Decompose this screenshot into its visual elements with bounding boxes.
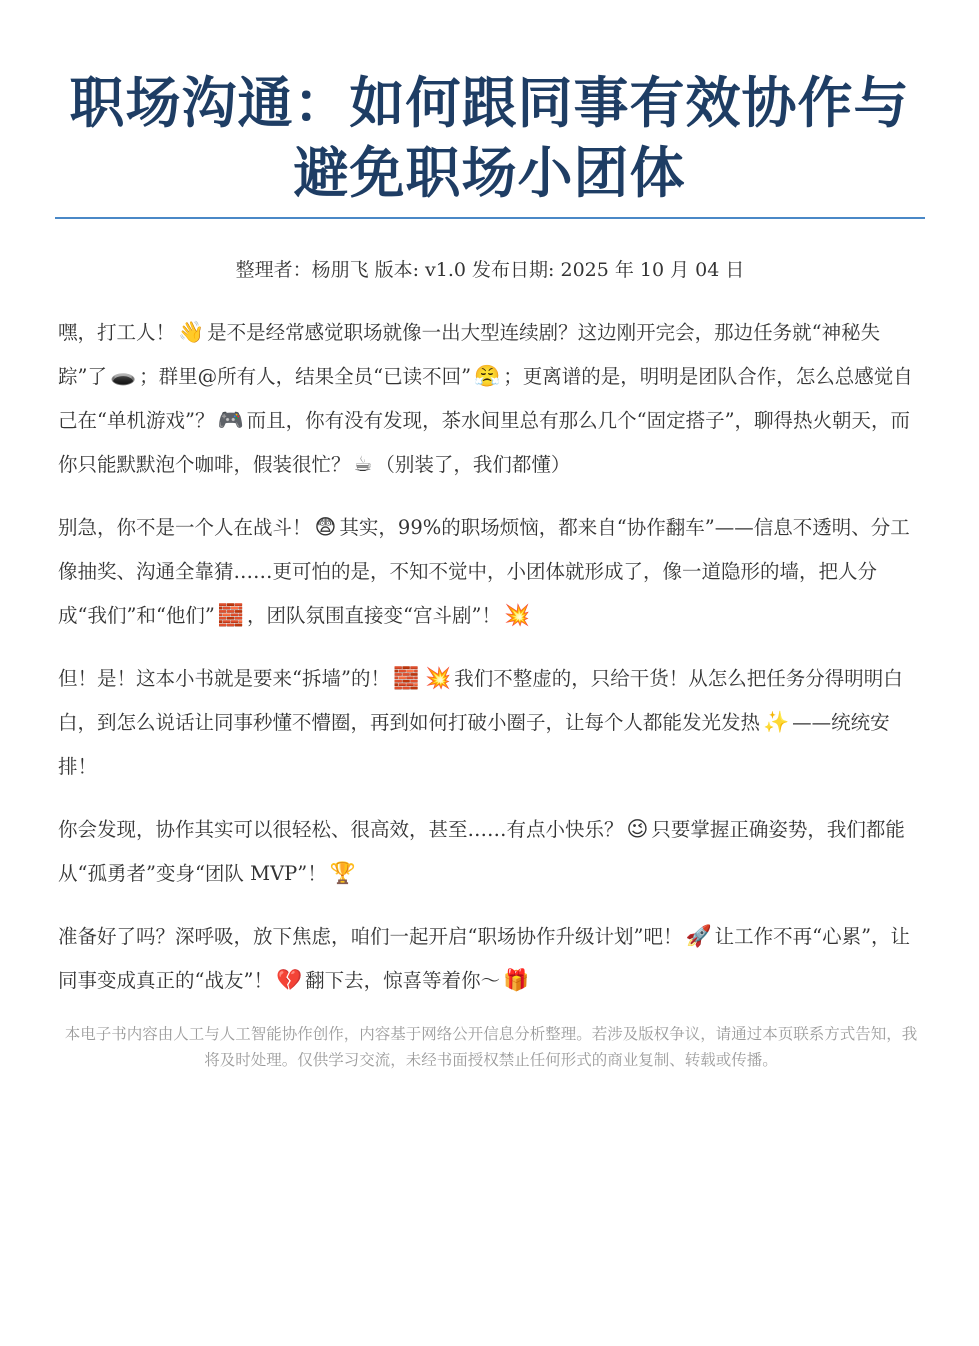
page-title-line-1: 职场沟通：如何跟同事有效协作与 — [69, 71, 910, 135]
paragraph-text: ；更离谱的是，明明是团队合作，怎么总感觉自己在“单机游戏”？ — [58, 365, 913, 432]
huffing-face-icon: 😤 — [474, 364, 501, 388]
paragraph-text: ；群里@所有人，结果全员“已读不回” — [139, 365, 472, 388]
trophy-icon: 🏆 — [329, 861, 356, 885]
paragraph-text: ，团队氛围直接变“宫斗剧”！ — [247, 604, 501, 627]
paragraph-text: 让工作不再“心累”，让同事变成真正的“战友”！ — [58, 925, 911, 992]
paragraph-text: 其实，99%的职场烦恼，都来自“协作翻车”——信息不透明、分工像抽奖、沟通全靠猜……更可怕的是，不知不觉中，小团体就形成了，像一道隐形的墙，把人分成“我们”和“他们” — [58, 516, 910, 627]
sparkles-icon: ✨ — [763, 710, 790, 734]
intro-paragraph-2 — [58, 506, 920, 638]
hole-icon: 🕳️ — [109, 364, 137, 388]
paragraph-text: 翻下去，惊喜等着你～ — [305, 969, 501, 992]
page-title — [40, 68, 939, 208]
broken-heart-icon: 💔 — [275, 968, 303, 992]
paragraph-text: 准备好了吗？深呼吸，放下焦虑，咱们一起开启“职场协作升级计划”吧！ — [58, 925, 683, 948]
paragraph-text: （别装了，我们都懂） — [375, 453, 571, 476]
page-title-line-2: 避免职场小团体 — [293, 141, 686, 205]
paragraph-text: 我们不整虚的，只给干货！从怎么把任务分得明明白白，到怎么说话让同事秒懂不懵圈，再到如何打破小圈子，让每个人都能发光发热 — [58, 667, 903, 734]
game-controller-icon: 🎮 — [217, 408, 244, 432]
intro-paragraph-4 — [58, 808, 920, 896]
brick-wall-icon: 🧱 — [392, 666, 420, 690]
intro-paragraph-5 — [58, 915, 920, 1003]
copyright-disclaimer: 本电子书内容由人工与人工智能协作创作，内容基于网络公开信息分析整理。若涉及版权争议，请通过本页联系方式告知，我将及时处理。仅供学习交流，未经书面授权禁止任何形式的商业复制、转载或传播。 — [64, 1025, 918, 1069]
paragraph-text: 你会发现，协作其实可以很轻松、很高效，甚至……有点小快乐？ — [58, 818, 624, 841]
paragraph-text: 别急，你不是一个人在战斗！ — [58, 516, 312, 539]
paragraph-text: ——统统安排！ — [58, 711, 890, 778]
paragraph-text: 嘿，打工人！ — [58, 321, 176, 344]
waving-hand-icon: 👋 — [178, 320, 205, 344]
fearful-face-icon: 😨 — [314, 515, 337, 539]
rocket-icon: 🚀 — [685, 924, 712, 948]
intro-paragraph-1 — [58, 311, 920, 487]
intro-paragraph-3 — [58, 657, 920, 789]
brick-wall-icon: 🧱 — [217, 603, 245, 627]
paragraph-text: 只要掌握正确姿势，我们都能从“孤勇者”变身“团队 MVP”！ — [58, 818, 905, 885]
document-meta: 整理者：杨朋飞 版本: v1.0 发布日期: 2025 年 10 月 04 日 — [235, 259, 745, 281]
winking-face-icon: 😉 — [626, 817, 649, 841]
explosion-icon: 💥 — [425, 666, 452, 690]
gift-icon: 🎁 — [503, 968, 530, 992]
paragraph-text: 而且，你有没有发现，茶水间里总有那么几个“固定搭子”，聊得热火朝天，而你只能默默泡个咖啡，假装很忙？ — [58, 409, 911, 476]
paragraph-text: 是不是经常感觉职场就像一出大型连续剧？这边刚开完会，那边任务就“神秘失踪”了 — [58, 321, 881, 388]
title-divider — [55, 217, 925, 219]
explosion-icon: 💥 — [504, 603, 531, 627]
intro-body — [58, 311, 920, 1022]
paragraph-text: 但！是！这本小书就是要来“拆墙”的！ — [58, 667, 390, 690]
coffee-icon: ☕ — [353, 452, 373, 476]
